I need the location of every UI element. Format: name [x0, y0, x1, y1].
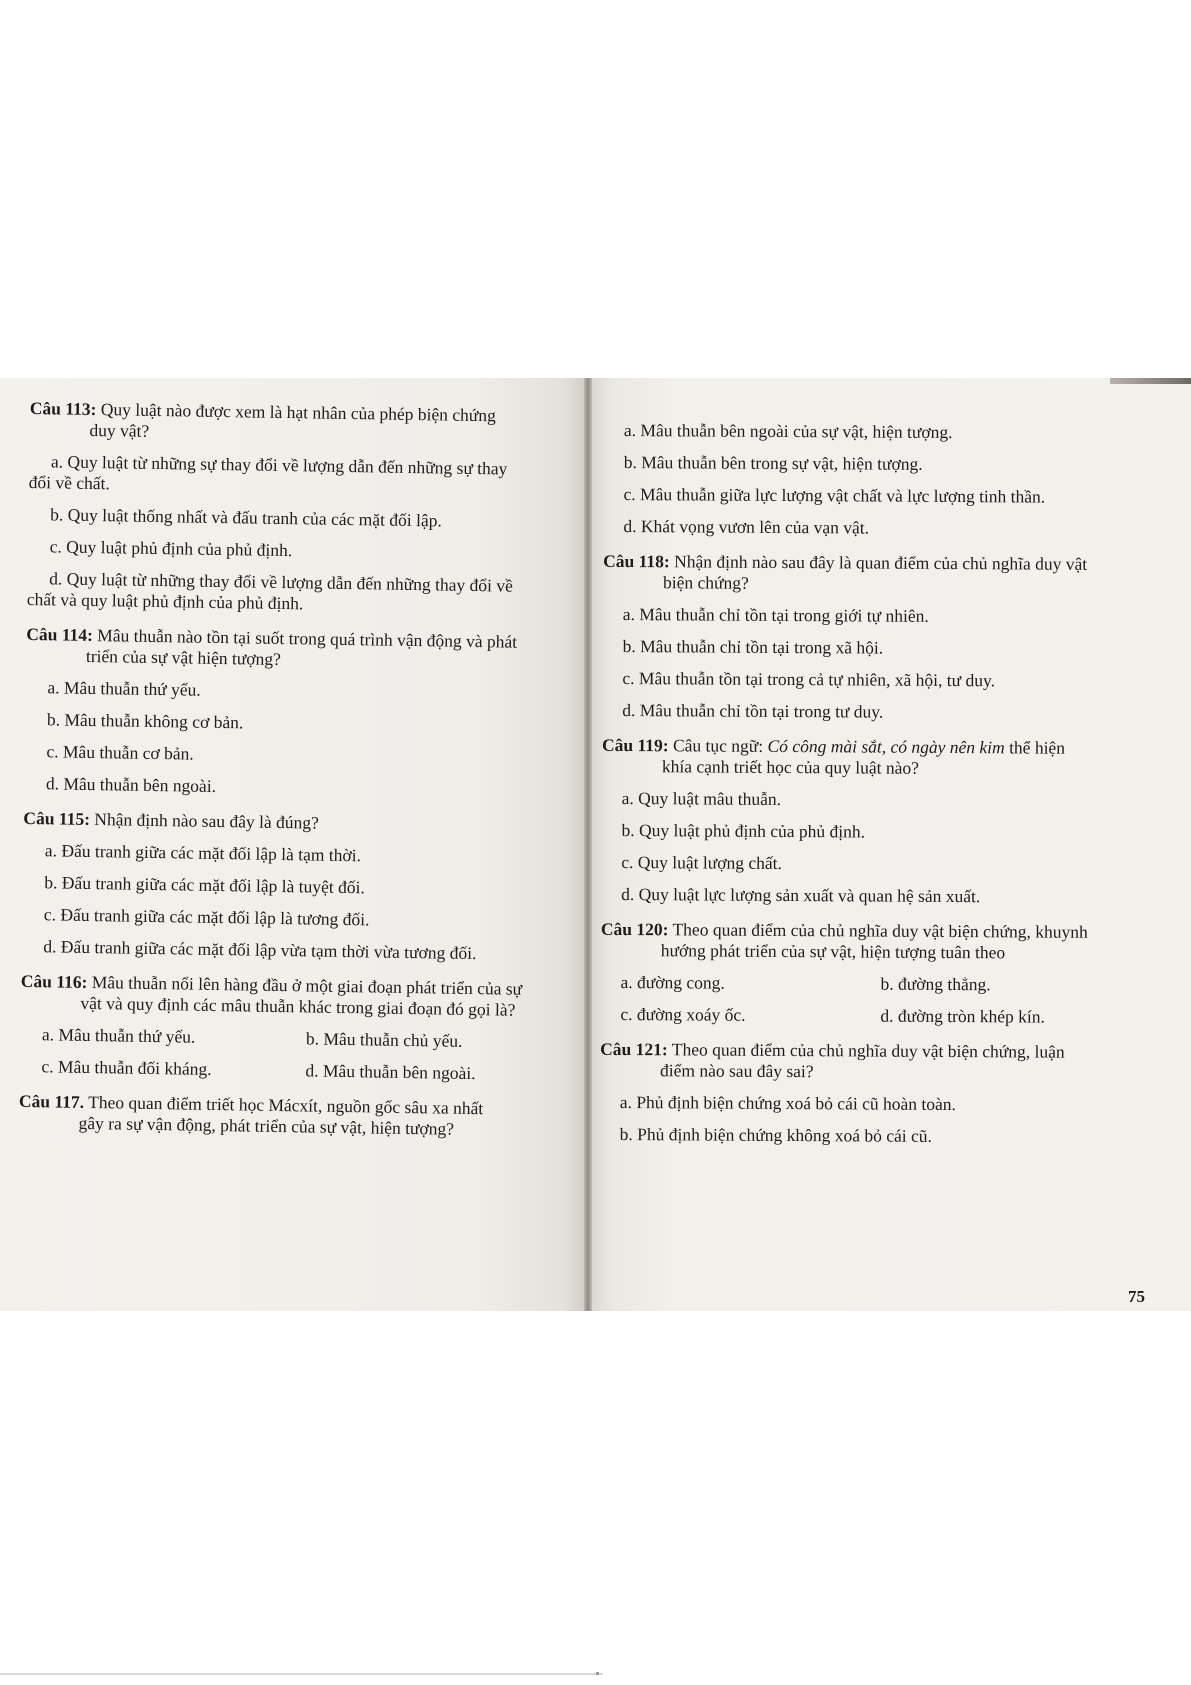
q117-option-d: d. Khát vọng vươn lên của vạn vật.	[623, 515, 870, 538]
q113-option-d: d. Quy luật từ những thay đổi về lượng dẫn đến những thay đổi về	[49, 568, 514, 596]
q120-options-row-1	[620, 972, 1140, 996]
q115-option-d: d. Đấu tranh giữa các mặt đối lập vừa tạm thời vừa tương đối.	[43, 936, 477, 964]
q116-option-c: c. Mâu thuẫn đối kháng.	[41, 1056, 212, 1079]
q120-option-b: b. đường thẳng.	[880, 973, 991, 995]
q119-option-a: a. Quy luật mâu thuẫn.	[621, 787, 782, 809]
q113-option-b: b. Quy luật thống nhất và đấu tranh của các mặt đối lập.	[50, 504, 442, 531]
q117-option-b: b. Mâu thuẫn bên trong sự vật, hiện tượng.	[623, 451, 923, 474]
q118-option-a: a. Mâu thuẫn chỉ tồn tại trong giới tự nhiên.	[622, 603, 929, 626]
q118-option-b: b. Mâu thuẫn chỉ tồn tại trong xã hội.	[622, 635, 884, 658]
q120-options-row-2	[620, 1004, 1140, 1028]
q120-option-d: d. đường tròn khép kín.	[880, 1005, 1045, 1027]
question-113: Câu 113: Quy luật nào được xem là hạt nhân của phép biện chứng duy vật?	[29, 398, 497, 441]
q114-option-b: b. Mâu thuẫn không cơ bản.	[46, 709, 244, 733]
q114-option-d: d. Mâu thuẫn bên ngoài.	[45, 773, 217, 796]
q113-option-d-cont: chất và quy luật phủ định của phủ định.	[26, 588, 304, 614]
bottom-dot	[596, 1672, 599, 1675]
q114-option-a: a. Mâu thuẫn thứ yếu.	[47, 677, 201, 700]
question-116: Câu 116: Mâu thuẫn nổi lên hàng đầu ở một giai đoạn phát triển của sự vật và quy định các mâu thuẫn khác trong giai đoạn đó gọi là?	[20, 970, 523, 1020]
q119-option-d: d. Quy luật lực lượng sản xuất và quan hệ sản xuất.	[621, 883, 981, 907]
book-spread	[0, 378, 1191, 1311]
question-118: Câu 118: Nhận định nào sau đây là quan điểm của chủ nghĩa duy vật biện chứng?	[603, 550, 1088, 593]
q113-option-a-cont: đổi về chất.	[28, 471, 110, 494]
q113-option-a: a. Quy luật từ những sự thay đổi về lượng dẫn đến những sự thay	[50, 451, 508, 479]
q121-option-b: b. Phủ định biện chứng không xoá bỏ cái cũ.	[619, 1123, 932, 1146]
q118-option-d: d. Mâu thuẫn chỉ tồn tại trong tư duy.	[622, 699, 884, 722]
q115-option-c: c. Đấu tranh giữa các mặt đối lập là tương đối.	[43, 904, 370, 930]
q113-option-c: c. Quy luật phủ định của phủ định.	[49, 536, 293, 561]
question-119: Câu 119: Câu tục ngữ: Có công mài sắt, có ngày nên kim thể hiện khía cạnh triết học của quy luật nào?	[601, 734, 1066, 778]
q119-option-c: c. Quy luật lượng chất.	[621, 851, 783, 873]
q117-option-c: c. Mâu thuẫn giữa lực lượng vật chất và lực lượng tinh thần.	[623, 483, 1046, 507]
q118-option-c: c. Mâu thuẫn tồn tại trong cả tự nhiên, xã hội, tư duy.	[622, 667, 996, 691]
question-121: Câu 121: Theo quan điểm của chủ nghĩa duy vật biện chứng, luận điểm nào sau đây sai?	[600, 1038, 1065, 1082]
page-corner-shadow	[1110, 378, 1191, 384]
q116-option-a: a. Mâu thuẫn thứ yếu.	[41, 1024, 196, 1047]
q115-option-a: a. Đấu tranh giữa các mặt đối lập là tạm thời.	[44, 840, 362, 866]
q115-option-b: b. Đấu tranh giữa các mặt đối lập là tuyệt đối.	[44, 872, 366, 898]
q121-option-a: a. Phủ định biện chứng xoá bỏ cái cũ hoàn toàn.	[619, 1091, 956, 1115]
q120-option-c: c. đường xoáy ốc.	[620, 1003, 746, 1025]
question-115: Câu 115: Nhận định nào sau đây là đúng?	[23, 807, 320, 833]
right-column	[600, 420, 1144, 1148]
bottom-rule	[0, 1673, 603, 1675]
book-spine	[584, 378, 592, 1311]
q114-option-c: c. Mâu thuẫn cơ bản.	[46, 741, 194, 764]
q120-option-a: a. đường cong.	[620, 971, 725, 993]
question-114: Câu 114: Mâu thuẫn nào tồn tại suốt trong quá trình vận động và phát triển của sự vật hiện tượng?	[26, 623, 518, 669]
question-117: Câu 117. Theo quan điểm triết học Mácxít, nguồn gốc sâu xa nhất gây ra sự vận động, phát triển của sự vật, hiện tượng?	[18, 1090, 484, 1139]
q119-option-b: b. Quy luật phủ định của phủ định.	[621, 819, 866, 842]
q116-option-b: b. Mâu thuẫn chủ yếu.	[305, 1028, 463, 1051]
question-120: Câu 120: Theo quan điểm của chủ nghĩa duy vật biện chứng, khuynh hướng phát triển của sự vật, hiện tượng tuân theo	[600, 918, 1088, 963]
q116-option-d: d. Mâu thuẫn bên ngoài.	[305, 1060, 476, 1084]
q117-option-a: a. Mâu thuẫn bên ngoài của sự vật, hiện tượng.	[623, 420, 953, 443]
left-column	[18, 398, 579, 1142]
page-number: 75	[1128, 1287, 1145, 1306]
